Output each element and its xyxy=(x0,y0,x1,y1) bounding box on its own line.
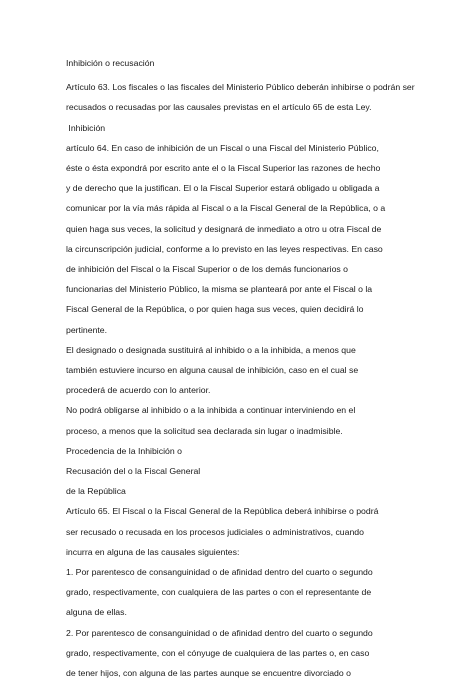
article-65-item-1-line-2: grado, respectivamente, con cualquiera de las partes o con el representante de xyxy=(66,587,372,598)
article-64-line-12: también estuviere incurso en alguna causal de inhibición, caso en el cual se xyxy=(66,365,359,376)
article-64-line-3: y de derecho que la justifican. El o la Fiscal Superior estará obligado u obligada a xyxy=(66,183,380,194)
article-65-item-1-line-1: 1. Por parentesco de consanguinidad o de afinidad dentro del cuarto o segundo xyxy=(66,567,373,578)
article-65-line-2: ser recusado o recusada en los procesos judiciales o administrativos, cuando xyxy=(66,526,364,537)
article-64-line-1: artículo 64. En caso de inhibición de un Fiscal o una Fiscal del Ministerio Público, xyxy=(66,142,379,153)
article-64-line-5: quien haga sus veces, la solicitud y designará de inmediato a otro u otra Fiscal de xyxy=(66,223,382,234)
article-65-item-2-line-2: grado, respectivamente, con el cónyuge de cualquiera de las partes o, en caso xyxy=(66,647,370,658)
section-heading-inhibicion: Inhibición xyxy=(66,122,106,133)
article-64-line-7: de inhibición del Fiscal o la Fiscal Superior o de los demás funcionarios o xyxy=(66,264,349,275)
article-65-line-3: incurra en alguna de las causales siguientes: xyxy=(66,546,240,557)
section-heading-inhibicion-recusacion: Inhibición o recusación xyxy=(66,58,155,68)
article-63-line-2: recusados o recusadas por las causales previstas en el artículo 65 de esta Ley. xyxy=(66,102,372,113)
article-64-line-8: funcionarias del Ministerio Público, la misma se planteará por ante el Fiscal o la xyxy=(66,284,373,295)
article-64-line-4: comunicar por la vía más rápida al Fiscal o a la Fiscal General de la República, o a xyxy=(66,203,386,214)
section-heading-procedencia-1: Procedencia de la Inhibición o xyxy=(66,445,182,456)
section-heading-procedencia-3: de la República xyxy=(66,486,126,497)
section-heading-procedencia-2: Recusación del o la Fiscal General xyxy=(66,466,201,477)
article-64-line-10: pertinente. xyxy=(66,324,108,335)
article-64-line-2: éste o ésta expondrá por escrito ante el o la Fiscal Superior las razones de hecho xyxy=(66,163,381,174)
article-64-line-14: No podrá obligarse al inhibido o a la inhibida a continuar interviniendo en el xyxy=(66,405,356,416)
article-64-line-11: El designado o designada sustituirá al inhibido o a la inhibida, a menos que xyxy=(66,344,356,355)
article-64-line-9: Fiscal General de la República, o por quien haga sus veces, quien decidirá lo xyxy=(66,304,364,315)
article-63-line-1: Artículo 63. Los fiscales o las fiscales del Ministerio Público deberán inhibirse o podrán ser xyxy=(66,82,415,93)
article-64-line-13: procederá de acuerdo con lo anterior. xyxy=(66,385,211,396)
article-65-line-1: Artículo 65. El Fiscal o la Fiscal General de la República deberá inhibirse o podrá xyxy=(66,506,379,517)
article-65-item-2-line-1: 2. Por parentesco de consanguinidad o de afinidad dentro del cuarto o segundo xyxy=(66,627,373,638)
article-65-item-2-line-3: de tener hijos, con alguna de las partes aunque se encuentre divorciado o xyxy=(66,668,351,679)
article-64-line-6: la circunscripción judicial, conforme a lo previsto en las leyes respectivas. En caso xyxy=(66,243,383,254)
article-64-line-15: proceso, a menos que la solicitud sea declarada sin lugar o inadmisible. xyxy=(66,425,343,436)
article-65-item-1-line-3: alguna de ellas. xyxy=(66,607,127,618)
